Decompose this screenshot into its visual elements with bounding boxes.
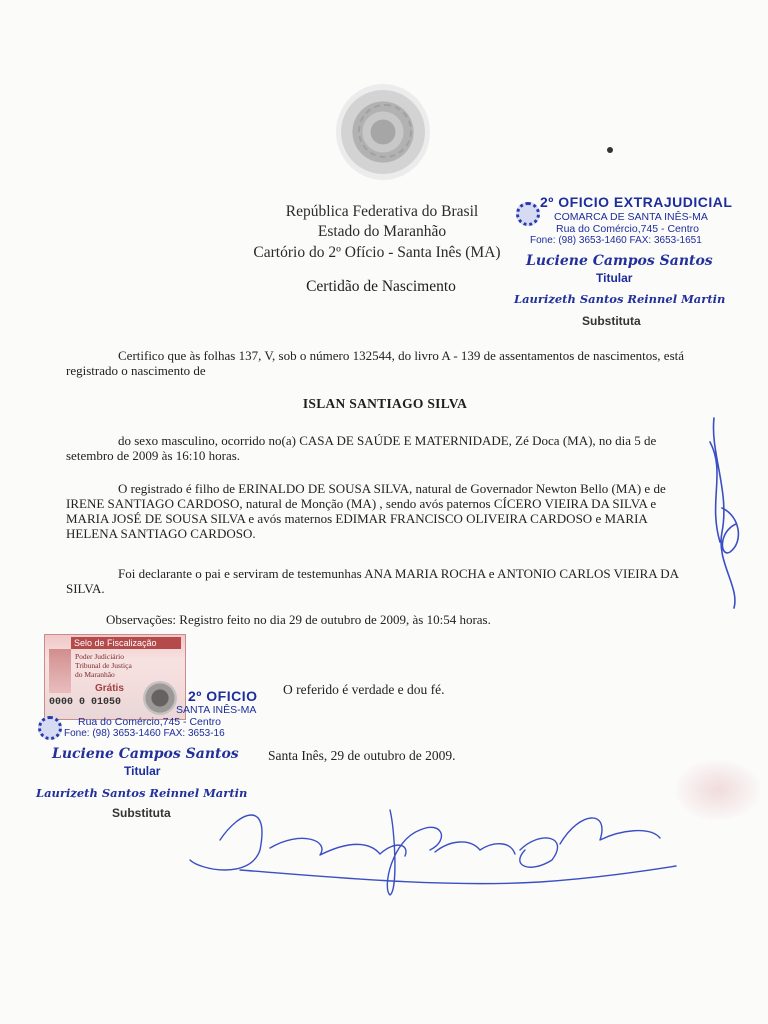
- stamp-titular-role: Titular: [124, 764, 161, 778]
- stamp-substitute-name: Laurizeth Santos Reinnel Martin: [514, 292, 726, 306]
- stamp-comarca-line: SANTA INÊS-MA: [176, 704, 257, 716]
- stamp-phone-line: Fone: (98) 3653-1460 FAX: 3653-1651: [530, 235, 702, 246]
- stamp-titular-name: Luciene Campos Santos: [526, 253, 713, 269]
- coat-of-arms-emblem: [336, 84, 430, 180]
- stamp-titular-name: Luciene Campos Santos: [52, 746, 239, 762]
- paragraph-parents: O registrado é filho de ERINALDO DE SOUSA SILVA, natural de Governador Newton Bello (MA) e de IRENE SANTIAGO CARDOSO, natural de Monção (MA) , sendo avós paternos CÍCERO VIEIRA DA SILVA e MARIA JOSÉ DE SOUSA SILVA e avós maternos EDIMAR FRANCISCO OLIVEIRA CARDOSO e MARIA HELENA SANTIAGO CARDOSO.: [66, 481, 666, 541]
- stamp-address-line: Rua do Comércio,745 - Centro: [556, 223, 699, 235]
- header-state: Estado do Maranhão: [317, 223, 447, 240]
- paragraph-registration: Certifico que às folhas 137, V, sob o número 132544, do livro A - 139 de assentamentos de nascimentos, está registrado o nascimento de: [66, 348, 685, 378]
- stamp-substitute-role: Substituta: [112, 806, 171, 820]
- fiscal-seal-title: Selo de Fiscalização: [71, 637, 181, 649]
- stamp-logo-icon: [516, 202, 540, 226]
- stamp-substitute-role: Substituta: [582, 314, 641, 328]
- justice-figure-icon: [49, 649, 71, 693]
- header-republic: República Federativa do Brasil: [285, 203, 479, 220]
- stamp-phone-line: Fone: (98) 3653-1460 FAX: 3653-16: [64, 728, 225, 739]
- ink-dot: [604, 144, 616, 156]
- fiscal-seal-line3: do Maranhão: [75, 670, 115, 679]
- margin-rubric-signature: [700, 412, 756, 612]
- header-office: Cartório do 2º Ofício - Santa Inês (MA): [253, 244, 501, 261]
- stamp-comarca-line: COMARCA DE SANTA INÊS-MA: [554, 211, 708, 223]
- registered-name: ISLAN SANTIAGO SILVA: [302, 396, 468, 411]
- main-signature: [180, 770, 680, 900]
- fiscal-seal-line1: Poder Judiciário: [75, 652, 124, 661]
- fiscal-seal: [44, 634, 186, 720]
- stamp-address-line: Rua do Comércio,745 - Centro: [78, 716, 221, 728]
- stamp-office-line: 2º OFICIO: [188, 688, 258, 704]
- fiscal-seal-gratis: Grátis: [95, 683, 124, 694]
- emblem-seal-icon: [143, 681, 177, 715]
- paragraph-observations: Observações: Registro feito no dia 29 de outubro de 2009, às 10:54 horas.: [106, 612, 491, 627]
- fiscal-seal-line2: Tribunal de Justiça: [75, 661, 132, 670]
- stamp-titular-role: Titular: [596, 271, 633, 285]
- stamp-office-line: 2º OFICIO EXTRAJUDICIAL: [540, 194, 733, 210]
- attestation-text: O referido é verdade e dou fé.: [283, 682, 445, 697]
- fiscal-seal-code: 0000 0 01050: [49, 697, 122, 708]
- stamp-logo-icon: [38, 716, 62, 740]
- place-date: Santa Inês, 29 de outubro de 2009.: [268, 748, 456, 763]
- stamp-substitute-name: Laurizeth Santos Reinnel Martin: [36, 786, 248, 800]
- document-title: Certidão de Nascimento: [306, 278, 456, 295]
- paragraph-birth-details: do sexo masculino, ocorrido no(a) CASA DE SAÚDE E MATERNIDADE, Zé Doca (MA), no dia 5 de setembro de 2009 às 16:10 horas.: [66, 433, 657, 463]
- paragraph-witnesses: Foi declarante o pai e serviram de testemunhas ANA MARIA ROCHA e ANTONIO CARLOS VIEIRA DA SILVA.: [66, 566, 679, 596]
- paper-smudge: [676, 760, 760, 820]
